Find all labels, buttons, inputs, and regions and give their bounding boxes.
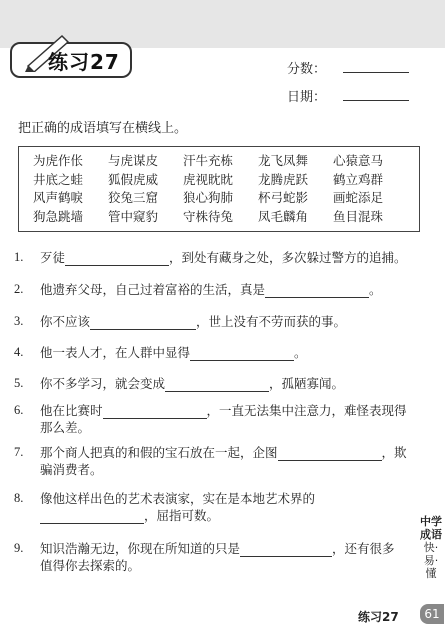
question-text: 歹徒 [40,250,66,265]
question-number: 4. [14,345,24,359]
answer-blank[interactable] [65,251,169,266]
question-text: ，孤陋寡闻。 [269,376,345,391]
question-text: ，还有很多 [332,541,395,556]
idiom: 虎视眈眈 [183,171,234,187]
question-8 [14,490,434,526]
question-text: 他遗弃父母，自己过着富裕的生活，真是 [40,282,266,297]
question-number: 1. [14,250,24,264]
series-subtitle: 快·易·懂 [423,541,439,580]
idiom: 龙飞凤舞 [258,153,309,168]
question-7 [14,444,434,480]
answer-blank[interactable] [103,404,207,419]
question-text: ，一直无法集中注意力，难怪表现得 [206,403,407,418]
question-number: 3. [14,314,24,328]
score-line [343,72,409,73]
date-line [343,100,409,101]
date-field [287,86,412,105]
question-number: 8. [14,491,24,505]
question-text: 他一表人才，在人群中显得 [40,345,191,360]
score-label: 分数： [287,62,327,77]
question-text: 那么差。 [40,420,91,435]
answer-blank[interactable] [190,346,294,361]
question-text: 他在比赛时 [40,403,103,418]
idiom: 鹤立鸡群 [333,171,384,187]
question-number: 2. [14,282,24,296]
idiom: 风声鹤唳 [33,190,84,205]
idiom: 画蛇添足 [333,190,384,205]
question-number: 7. [14,445,24,459]
idiom: 龙腾虎跃 [258,171,309,187]
idiom-word-box [18,146,420,232]
idiom: 为虎作伥 [33,153,84,168]
question-1 [14,249,434,267]
idiom: 守株待兔 [183,208,234,224]
exercise-title: 练习27 [48,50,120,74]
idiom-grid [33,151,408,225]
idiom: 管中窥豹 [108,208,159,224]
question-text: 。 [369,282,382,297]
idiom: 鱼目混珠 [333,208,384,224]
question-text: 你不应该 [40,314,91,329]
idiom: 狐假虎威 [108,171,159,187]
page-number: 61 [420,604,444,624]
answer-blank[interactable] [40,509,144,524]
question-2 [14,281,434,299]
question-text: 骗消费者。 [40,462,103,477]
idiom: 凤毛麟角 [258,208,309,224]
question-number: 5. [14,376,24,390]
idiom: 狗急跳墙 [33,208,84,224]
idiom: 井底之蛙 [33,171,84,187]
question-text: 你不多学习，就会变成 [40,376,166,391]
date-label: 日期： [287,90,327,105]
question-text: 值得你去探索的。 [40,558,141,573]
question-text: ，世上没有不劳而获的事。 [196,314,347,329]
idiom: 狡兔三窟 [108,190,159,205]
question-5 [14,375,434,393]
question-text: 知识浩瀚无边，你现在所知道的只是 [40,541,241,556]
idiom: 与虎谋皮 [108,153,159,168]
score-field [287,58,412,77]
footer-exercise-label: 练习27 [358,610,399,624]
idiom: 杯弓蛇影 [258,190,309,205]
idiom: 狼心狗肺 [183,190,234,205]
question-text: 。 [294,345,307,360]
idiom: 心猿意马 [333,153,384,168]
question-4 [14,344,434,362]
question-6 [14,402,434,438]
question-number: 6. [14,403,24,417]
question-text: ，到处有藏身之处，多次躲过警方的追捕。 [169,250,407,265]
series-title: 中学成语 [420,515,442,541]
idiom: 汗牛充栋 [183,153,234,168]
question-9 [14,540,424,576]
answer-blank[interactable] [165,377,269,392]
question-text: 像他这样出色的艺术表演家，实在是本地艺术界的 [40,491,316,506]
series-sidebar [420,515,442,580]
question-3 [14,313,434,331]
question-text: 那个商人把真的和假的宝石放在一起，企图 [40,445,278,460]
answer-blank[interactable] [240,542,332,557]
question-number: 9. [14,541,24,555]
question-text: ，屈指可数。 [144,508,220,523]
question-text: ，欺 [381,445,407,460]
answer-blank[interactable] [265,283,369,298]
instruction-text: 把正确的成语填写在横线上。 [18,121,188,136]
answer-blank[interactable] [278,446,382,461]
answer-blank[interactable] [90,315,196,330]
